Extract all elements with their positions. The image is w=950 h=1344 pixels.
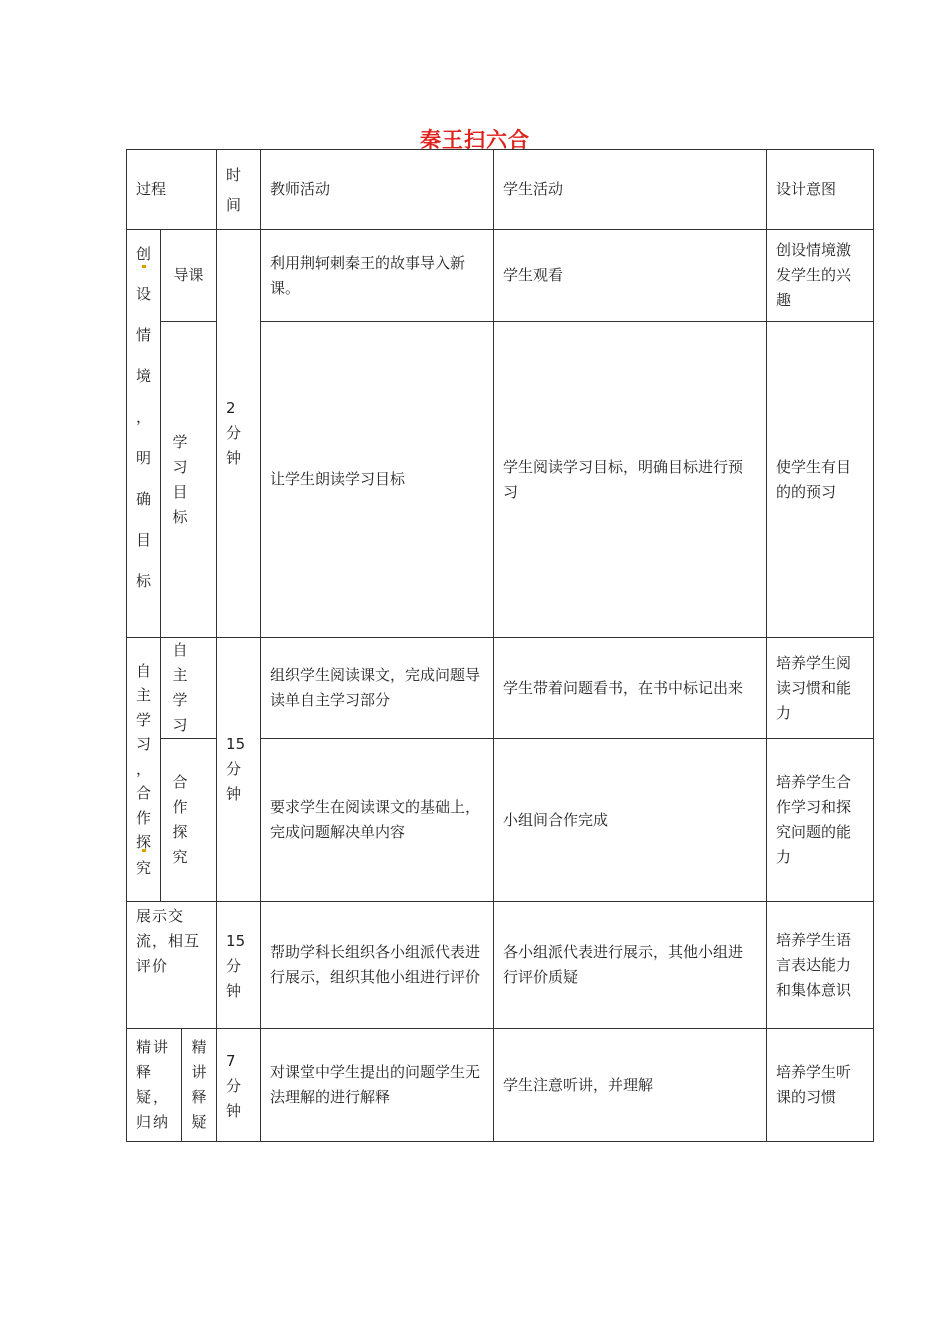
student-activity: 学生观看 [494, 230, 767, 322]
header-intent: 设计意图 [767, 150, 874, 230]
sub-intro: 导课 [161, 230, 217, 322]
sub-self-study: 自主学习 [161, 638, 217, 739]
sub-cooperative-inquiry: 合作探究 [161, 739, 217, 902]
sub-learning-goals: 学习目标 [161, 322, 217, 638]
section1-time: 2 分 钟 [217, 230, 261, 638]
teacher-activity: 让学生朗读学习目标 [261, 322, 494, 638]
section3-label: 展示交流，相互评价 [127, 902, 217, 1029]
teacher-activity: 利用荆轲刺秦王的故事导入新课。 [261, 230, 494, 322]
student-activity: 学生阅读学习目标，明确目标进行预习 [494, 322, 767, 638]
design-intent: 使学生有目的的预习 [767, 322, 874, 638]
table-row [127, 902, 874, 1029]
student-activity: 学生注意听讲，并理解 [494, 1029, 767, 1142]
section3-time: 15 分 钟 [217, 902, 261, 1029]
header-time-text: 时间 [226, 165, 242, 214]
header-row [127, 150, 874, 230]
student-activity: 各小组派代表进行展示，其他小组进行评价质疑 [494, 902, 767, 1029]
teacher-activity: 要求学生在阅读课文的基础上，完成问题解决单内容 [261, 739, 494, 902]
section2-time: 15 分 钟 [217, 638, 261, 902]
table-row [127, 1029, 874, 1142]
header-time [217, 150, 261, 230]
section4-time: 7 分 钟 [217, 1029, 261, 1142]
teacher-activity: 组织学生阅读课文，完成问题导读单自主学习部分 [261, 638, 494, 739]
header-teacher: 教师活动 [261, 150, 494, 230]
lesson-plan-table [126, 149, 874, 1142]
design-intent: 培养学生合作学习和探究问题的能力 [767, 739, 874, 902]
table-row [127, 230, 874, 322]
table-row [127, 638, 874, 739]
student-activity: 小组间合作完成 [494, 739, 767, 902]
section4-label: 精讲释疑，归纳 [127, 1029, 182, 1142]
header-process: 过程 [127, 150, 217, 230]
section2-label: 自 主 学 习 ， 合 作 探 究 [127, 638, 161, 902]
teacher-activity: 帮助学科长组织各小组派代表进行展示，组织其他小组进行评价 [261, 902, 494, 1029]
teacher-activity: 对课堂中学生提出的问题学生无法理解的进行解释 [261, 1029, 494, 1142]
design-intent: 培养学生语言表达能力和集体意识 [767, 902, 874, 1029]
design-intent: 培养学生听课的习惯 [767, 1029, 874, 1142]
section1-label: 创 设 情 境 ， 明 确 目 标 [127, 230, 161, 638]
student-activity: 学生带着问题看书，在书中标记出来 [494, 638, 767, 739]
document-title: 秦王扫六合 [420, 128, 530, 152]
design-intent: 培养学生阅读习惯和能力 [767, 638, 874, 739]
design-intent: 创设情境激发学生的兴趣 [767, 230, 874, 322]
section4-sub: 精 讲 释 疑 [182, 1029, 217, 1142]
header-student: 学生活动 [494, 150, 767, 230]
